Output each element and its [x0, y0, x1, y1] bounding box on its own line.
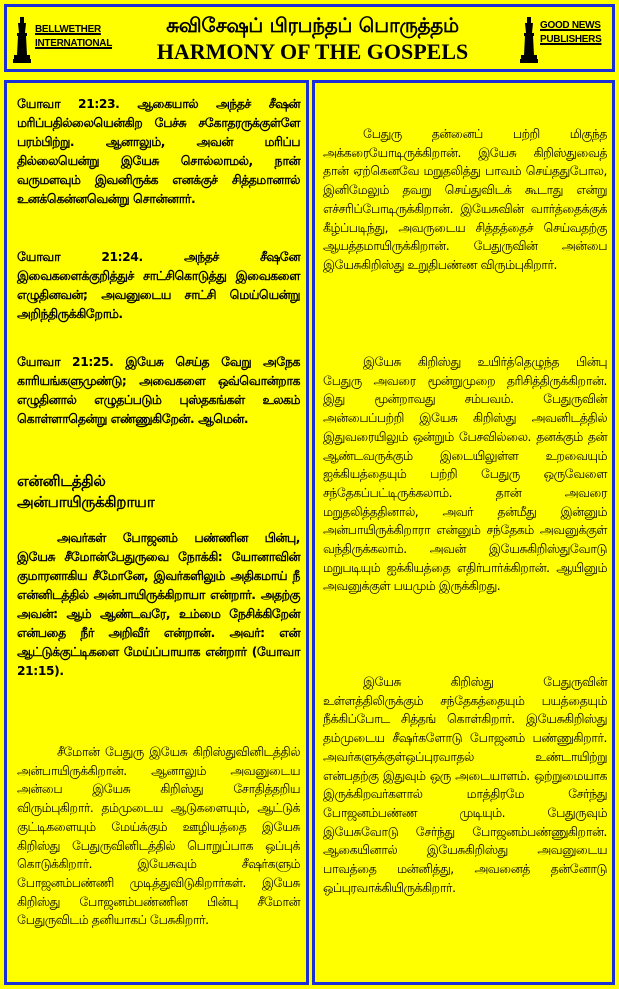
- commentary-paragraph-2: பேதுரு தன்னைப் பற்றி மிகுந்த அக்கரையோடிருக்கிறான். இயேசு கிறிஸ்துவைத் தான் ஏற்கெனவே மறுதலித்து பாவம் செய்ததுபோல, இனிமேலும் தவறு செய்துவிடக் கூடாது என்று எச்சரிப்போடிருக்கிறான். இயேசுவின் வார்த்தைக்குக் கீழ்ப்படிந்து, அவருடைய சித்தத்தைச் செய்வதற்கு ஆயத்தமாயிருக்கிறான். பேதுருவின் அன்பை இயேசுகிறிஸ்து உறுதிபண்ண விரும்புகிறார்.: [323, 127, 607, 272]
- commentary-paragraph-3: இயேசு கிறிஸ்து உயிர்த்தெழுந்த பின்பு பேதுரு அவரை மூன்றுமுறை தரிசித்திருக்கிறான். இது மூன்றாவது சம்பவம். பேதுருவின் அன்பைப்பற்றி இயேசு கிறிஸ்து அவனிடத்தில் இதுவரையிலும் ஒன்றும் பேசவில்லை. தனக்கும் தன் ஆண்டவருக்கும் இடையிலுள்ள உறவையும் ஐக்கியத்தையும் பற்றி பேதுரு ஒருவேளை சந்தேகப்பட்டிருக்கலாம். தான் அவரை மறுதலித்ததினால், அவர் தன்மீது இன்னும் அன்பாயிருக்கிறாரா என்னும் சந்தேகம் அவனுக்குள் வந்திருக்கலாம். அவன் இயேசுகிறிஸ்துவோடு மறுபடியும் ஐக்கியத்தை எதிர்பார்க்கிறான். ஆயினும் அவனுக்குள் பயமும் இருக்கிறது.: [323, 355, 607, 594]
- section-heading-line2: அன்பாயிருக்கிறாயா: [17, 493, 155, 511]
- commentary-paragraph-1: சீமோன் பேதுரு இயேசு கிறிஸ்துவினிடத்தில் அன்பாயிருக்கிறான். ஆனாலும் அவனுடைய அன்பை இயேசு கிறிஸ்து சோதித்தறிய விரும்புகிறார். தம்முடைய ஆடுகளையும், ஆட்டுக் குட்டிகளையும் மேய்க்கும் ஊழியத்தை இயேசு கிறிஸ்து பேதுருவினிடத்தில் பொறுப்பாக ஒப்புக் கொடுக்கிறார். இயேசுவும் சீஷர்களும் போஜனம்பண்ணி முடித்துவிடுகிறார்கள். இயேசு கிறிஸ்து போஜனம்பண்ணின பின்பு சீமோன் பேதுருவிடம் தனியாகப் பேசுகிறார்.: [17, 745, 300, 928]
- header-banner: [4, 4, 615, 72]
- verse-john-21-24: யோவா 21:24. அந்தச் சீஷனே இவைகளைக்குறித்துச் சாட்சிகொடுத்து இவைகளை எழுதினவன்; அவனுடைய சாட்சி மெய்யென்று அறிந்திருக்கிறோம்.: [17, 250, 300, 321]
- left-column: [4, 80, 309, 985]
- title-english: HARMONY OF THE GOSPELS: [156, 39, 469, 64]
- good-news-logo-text: [540, 19, 601, 47]
- tower-icon: [13, 15, 31, 65]
- title-tamil: சுவிசேஷப் பிரபந்தப் பொருத்தம்: [166, 13, 459, 37]
- bellwether-logo-text: [35, 23, 112, 51]
- verse-john-21-25: யோவா 21:25. இயேசு செய்த வேறு அநேக காரியங்களுமுண்டு; அவைகளை ஒவ்வொன்றாக எழுதினால் எழுதப்படும் புஸ்தகங்கள் உலகம் கொள்ளாதென்று எண்ணுகிறேன். ஆமென்.: [17, 355, 300, 426]
- section-heading: [17, 471, 300, 513]
- verse-john-21-23: யோவா 21:23. ஆகையால் அந்தச் சீஷன் மரிப்பதில்லையென்கிற பேச்சு சகோதரருக்குள்ளே பரம்பிற்று. ஆனாலும், அவன் மரிப்ப தில்லையென்று இயேசு சொல்லாமல், நான் வருமளவும் இவனிருக்க எனக்குச் சித்தமானால் உனக்கென்னவென்று சொன்னார்.: [17, 97, 300, 206]
- title-block: [115, 7, 510, 69]
- section-heading-line1: என்னிடத்தில்: [17, 472, 106, 490]
- bellwether-logo: [13, 13, 113, 67]
- tower-icon: [520, 15, 538, 65]
- scripture-passage: அவர்கள் போஜனம் பண்ணின பின்பு, இயேசு சீமோன்பேதுருவை நோக்கி: யோனாவின் குமாரனாகிய சீமோனே, இவர்களிலும் அதிகமாய் நீ என்னிடத்தில் அன்பாயிருக்கிறாயா என்றார். அதற்கு அவன்: ஆம் ஆண்டவரே, உம்மை நேசிக்கிறேன் என்பதை நீர் அறிவீர் என்றான். அவர்: என் ஆட்டுக்குட்டிகளை மேய்ப்பாயாக என்றார் (யோவா 21:15).: [17, 531, 300, 678]
- commentary-paragraph-4: இயேசு கிறிஸ்து பேதுருவின் உள்ளத்திலிருக்கும் சந்தேகத்தையும் பயத்தையும் நீக்கிப்போட சித்தங் கொள்கிறார். இயேசுகிறிஸ்து தம்முடைய சீஷர்களோடு போஜனம் பண்ணுகிறார். அவர்களுக்குள்ஒப்புரவாதல் உண்டாயிற்று என்பதற்கு இதுவும் ஒரு அடையாளம். ஒற்றுமையாக இருக்கிறவர்களால் மாத்திரமே சேர்ந்து போஜனம்பண்ண முடியும். பேதுருவும் இயேசுவோடு சேர்ந்து போஜனம்பண்ணுகிறான். ஆகையினால் இயேசுகிறிஸ்து அவனுடைய பாவத்தை மன்னித்து, அவனைத் தன்னோடு ஒப்புரவாக்கியிருக்கிறார்.: [323, 675, 607, 895]
- logo-right-line1: GOOD NEWS: [540, 20, 601, 31]
- right-column: [312, 80, 615, 985]
- good-news-logo: [520, 13, 606, 67]
- logo-left-line2: INTERNATIONAL: [35, 38, 113, 49]
- logo-right-line2: PUBLISHERS: [540, 34, 602, 45]
- logo-left-line1: BELLWETHER: [35, 24, 101, 35]
